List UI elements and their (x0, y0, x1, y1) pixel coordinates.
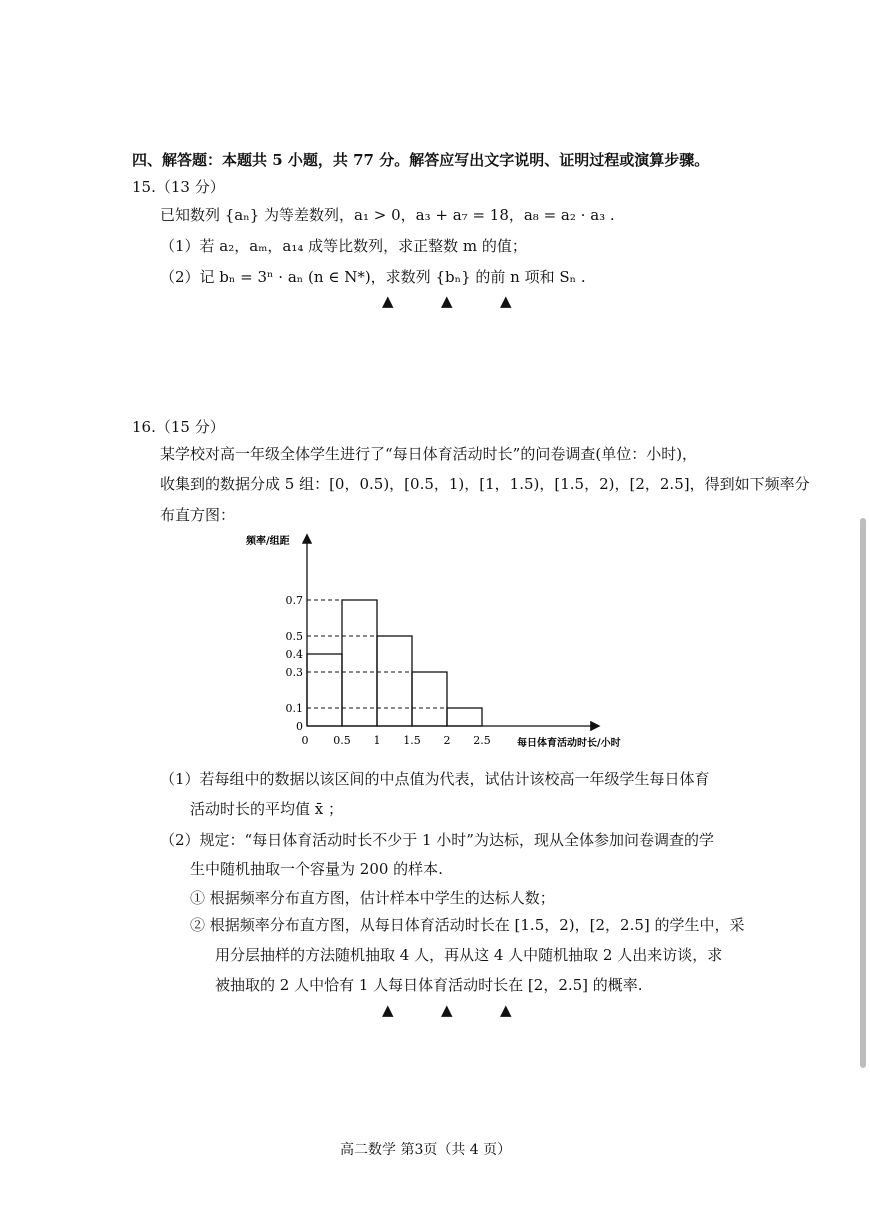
q16-stem-line2: 收集到的数据分成 5 组：[0，0.5)，[0.5，1)，[1，1.5)，[1.5，2)，[2，2.5]，得到如下频率分 (160, 475, 810, 493)
histogram-bar (377, 636, 412, 726)
q16-sub2-line3: 被抽取的 2 人中恰有 1 人每日体育活动时长在 [2，2.5] 的概率. (215, 976, 643, 994)
y-tick-label: 0 (296, 720, 303, 733)
x-tick-label: 1 (373, 734, 381, 747)
histogram-bar (307, 654, 342, 726)
x-tick-label: 1.5 (403, 734, 421, 747)
answer-mark: ▲ (500, 292, 512, 310)
q16-sub2-line2: 用分层抽样的方法随机抽取 4 人，再从这 4 人中随机抽取 2 人出来访谈，求 (215, 946, 723, 964)
x-tick-label: 0 (301, 734, 309, 747)
q15-part2: （2）记 bₙ = 3ⁿ · aₙ (n ∈ N*)，求数列 {bₙ} 的前 n 项和 Sₙ . (160, 268, 586, 286)
y-tick-label: 0.4 (285, 648, 303, 661)
q15-part1: （1）若 a₂，aₘ，a₁₄ 成等比数列，求正整数 m 的值； (160, 237, 527, 255)
x-axis-label: 每日体育活动时长/小时 (517, 738, 621, 749)
y-axis-label: 频率/组距 (246, 536, 290, 547)
histogram-bar (342, 600, 377, 726)
q16-part1-line1: （1）若每组中的数据以该区间的中点值为代表，试估计该校高一年级学生每日体育 (160, 770, 710, 788)
y-tick-label: 0.7 (285, 594, 303, 607)
q16-part1-line2: 活动时长的平均值 x̄ ； (190, 800, 343, 818)
frequency-histogram (240, 528, 660, 758)
histogram-bar (447, 708, 482, 726)
answer-mark: ▲ (382, 1001, 394, 1019)
q16-stem-line1: 某学校对高一年级全体学生进行了“每日体育活动时长”的问卷调查(单位：小时)， (160, 445, 698, 463)
q16-stem-line3: 布直方图： (160, 506, 236, 524)
y-tick-label: 0.1 (285, 702, 303, 715)
q15-number: 15.（13 分） (132, 178, 225, 196)
x-tick-label: 2 (443, 734, 451, 747)
section-heading: 四、解答题：本题共 5 小题，共 77 分。解答应写出文字说明、证明过程或演算步骤。 (132, 151, 710, 169)
q16-sub1: ① 根据频率分布直方图，估计样本中学生的达标人数； (190, 889, 555, 907)
q16-number: 16.（15 分） (132, 418, 225, 436)
answer-mark: ▲ (441, 292, 453, 310)
answer-mark: ▲ (500, 1001, 512, 1019)
page-footer: 高二数学 第3页（共 4 页） (340, 1142, 512, 1158)
y-tick-label: 0.3 (285, 666, 303, 679)
scrollbar[interactable] (860, 518, 866, 1068)
q16-part2-line1: （2）规定：“每日体育活动时长不少于 1 小时”为达标，现从全体参加问卷调查的学 (160, 831, 714, 849)
q16-part2-line2: 生中随机抽取一个容量为 200 的样本. (190, 860, 443, 878)
histogram-bar (412, 672, 447, 726)
answer-mark: ▲ (382, 292, 394, 310)
q15-stem: 已知数列 {aₙ} 为等差数列，a₁ > 0，a₃ + a₇ = 18，a₈ = a₂ · a₃ . (160, 206, 615, 224)
x-tick-label: 2.5 (473, 734, 491, 747)
x-tick-label: 0.5 (333, 734, 351, 747)
y-tick-label: 0.5 (285, 630, 303, 643)
q16-sub2-line1: ② 根据频率分布直方图，从每日体育活动时长在 [1.5，2)，[2，2.5] 的学生中，采 (190, 916, 745, 934)
answer-mark: ▲ (441, 1001, 453, 1019)
